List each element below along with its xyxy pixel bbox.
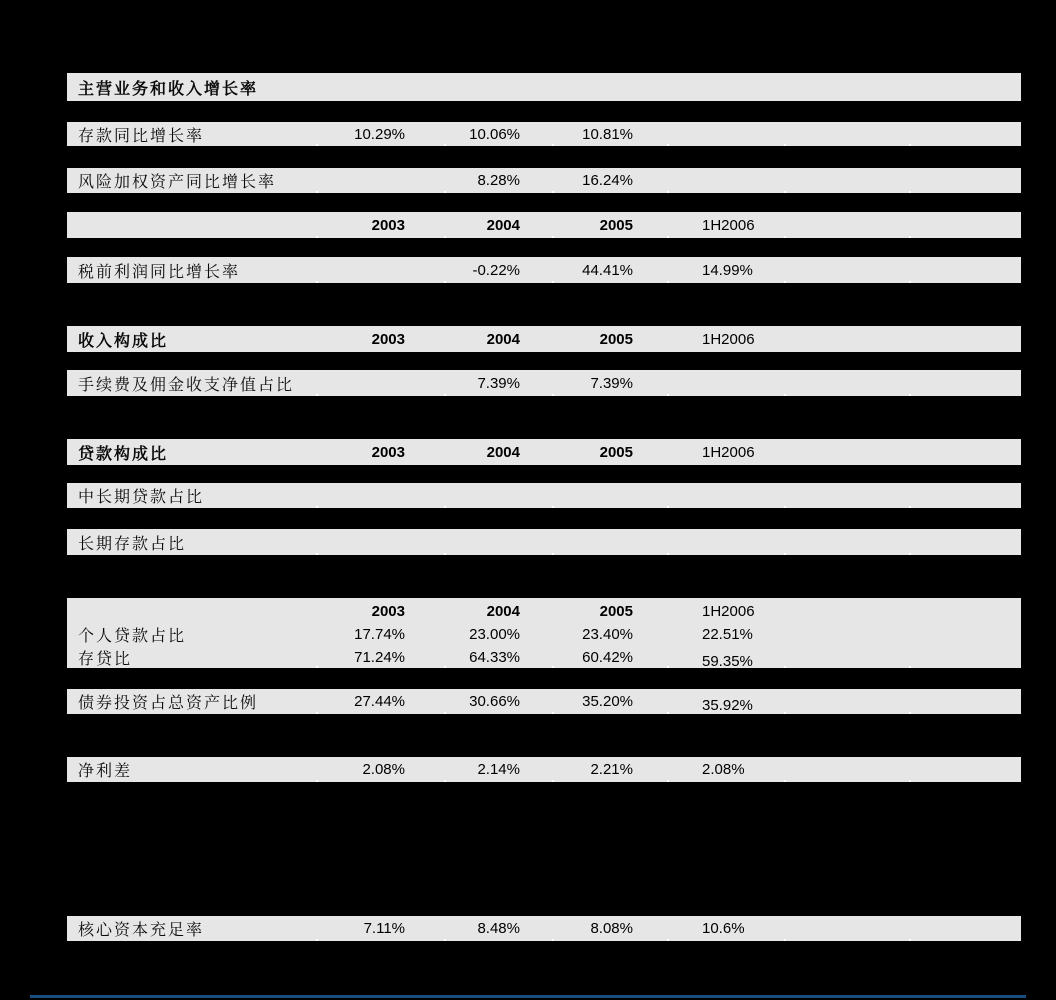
cell-2003	[305, 370, 405, 396]
year-1h2006: 1H2006	[702, 330, 755, 348]
cell-2005: 8.08%	[590, 920, 633, 937]
cell-2004: 30.66%	[469, 693, 520, 710]
cell-2004: 64.33%	[469, 649, 520, 666]
table-row-net-interest-spread	[67, 757, 1021, 782]
cell-separator-ticks	[67, 939, 1021, 941]
cell-1h2006: 10.6%	[702, 920, 745, 937]
cell-1h2006: 35.92%	[702, 697, 753, 714]
table-row-lt-deposit-share	[67, 529, 1021, 555]
cell-1h2006: 22.51%	[702, 626, 753, 643]
cell-2004: 8.28%	[477, 172, 520, 189]
cell-separator-ticks	[67, 281, 1021, 283]
row-label: 风险加权资产同比增长率	[78, 174, 277, 191]
table-row-pretax-profit-growth	[67, 257, 1021, 283]
row-label: 债券投资占总资产比例	[78, 695, 259, 712]
table-row-mlt-loan-share	[67, 483, 1021, 508]
cell-1h2006: 59.35%	[702, 653, 753, 670]
bottom-rule	[30, 995, 1026, 998]
cell-separator-ticks	[67, 506, 1021, 508]
cell-separator-ticks	[67, 666, 1021, 668]
cell-2004: 23.00%	[469, 626, 520, 643]
year-2003: 2003	[371, 443, 405, 461]
cell-2003: 7.11%	[363, 920, 405, 937]
cell-2005: 44.41%	[582, 261, 633, 279]
row-label: 个人贷款占比	[78, 628, 187, 645]
cell-1h2006	[702, 370, 817, 396]
table-row-personal-loan-share	[67, 623, 1021, 646]
section-header-row-income-mix	[67, 326, 1021, 352]
cell-2004: 7.39%	[477, 374, 520, 392]
cell-separator-ticks	[67, 712, 1021, 714]
year-2005: 2005	[599, 443, 633, 461]
table-block-personal-loans	[67, 598, 1021, 668]
section-header-row-growth	[67, 73, 1021, 101]
section-title: 贷款构成比	[78, 445, 169, 463]
year-2004: 2004	[486, 330, 520, 348]
cell-separator-ticks	[67, 191, 1021, 193]
cell-2003: 17.74%	[354, 626, 405, 643]
years-header-line	[67, 600, 1021, 623]
cell-2003	[305, 168, 405, 193]
cell-2004: -0.22%	[472, 261, 520, 279]
year-1h2006: 1H2006	[702, 443, 755, 461]
cell-1h2006: 2.08%	[702, 761, 745, 778]
year-2004: 2004	[486, 603, 520, 620]
cell-separator-ticks	[67, 394, 1021, 396]
year-2004: 2004	[486, 443, 520, 461]
table-row-deposit-growth	[67, 122, 1021, 146]
section-title: 主营业务和收入增长率	[78, 80, 259, 98]
table-row-core-capital-ratio	[67, 916, 1021, 941]
cell-2005: 16.24%	[582, 172, 633, 189]
year-1h2006: 1H2006	[702, 216, 755, 234]
year-2003: 2003	[371, 216, 405, 234]
row-label: 核心资本充足率	[78, 922, 205, 939]
cell-separator-ticks	[67, 553, 1021, 555]
cell-1h2006	[702, 168, 817, 193]
cell-2003: 2.08%	[362, 761, 405, 778]
table-row-fee-income-share	[67, 370, 1021, 396]
year-2003: 2003	[371, 603, 405, 620]
cell-2004: 8.48%	[477, 920, 520, 937]
cell-2005: 23.40%	[582, 626, 633, 643]
cell-2004: 2.14%	[477, 761, 520, 778]
section-title: 收入构成比	[78, 332, 169, 350]
cell-1h2006: 14.99%	[702, 261, 753, 279]
cell-2003: 10.29%	[354, 125, 405, 143]
cell-2005: 10.81%	[582, 125, 633, 143]
row-label: 中长期贷款占比	[78, 489, 205, 506]
row-label: 存贷比	[78, 651, 133, 668]
cell-2005: 7.39%	[590, 374, 633, 392]
row-label: 税前利润同比增长率	[78, 263, 241, 281]
cell-2004: 10.06%	[469, 125, 520, 143]
cell-1h2006	[702, 122, 817, 146]
year-2005: 2005	[599, 216, 633, 234]
table-row-rwa-growth	[67, 168, 1021, 193]
cell-2003: 71.24%	[354, 649, 405, 666]
cell-separator-ticks	[67, 236, 1021, 238]
row-label: 长期存款占比	[78, 535, 187, 553]
cell-separator-ticks	[67, 144, 1021, 146]
cell-2003	[305, 257, 405, 283]
row-label: 存款同比增长率	[78, 127, 205, 145]
cell-2003: 27.44%	[354, 693, 405, 710]
row-label: 净利差	[78, 763, 133, 780]
section-header-row-loan-mix	[67, 439, 1021, 465]
years-header-row	[67, 212, 1021, 238]
year-2005: 2005	[599, 330, 633, 348]
year-2003: 2003	[371, 330, 405, 348]
year-1h2006: 1H2006	[702, 603, 755, 620]
year-2004: 2004	[486, 216, 520, 234]
year-2005: 2005	[599, 603, 633, 620]
cell-2005: 60.42%	[582, 649, 633, 666]
cell-2005: 2.21%	[590, 761, 633, 778]
cell-2005: 35.20%	[582, 693, 633, 710]
row-label: 手续费及佣金收支净值占比	[78, 376, 295, 394]
cell-separator-ticks	[67, 780, 1021, 782]
table-row-bond-investment-share	[67, 689, 1021, 714]
